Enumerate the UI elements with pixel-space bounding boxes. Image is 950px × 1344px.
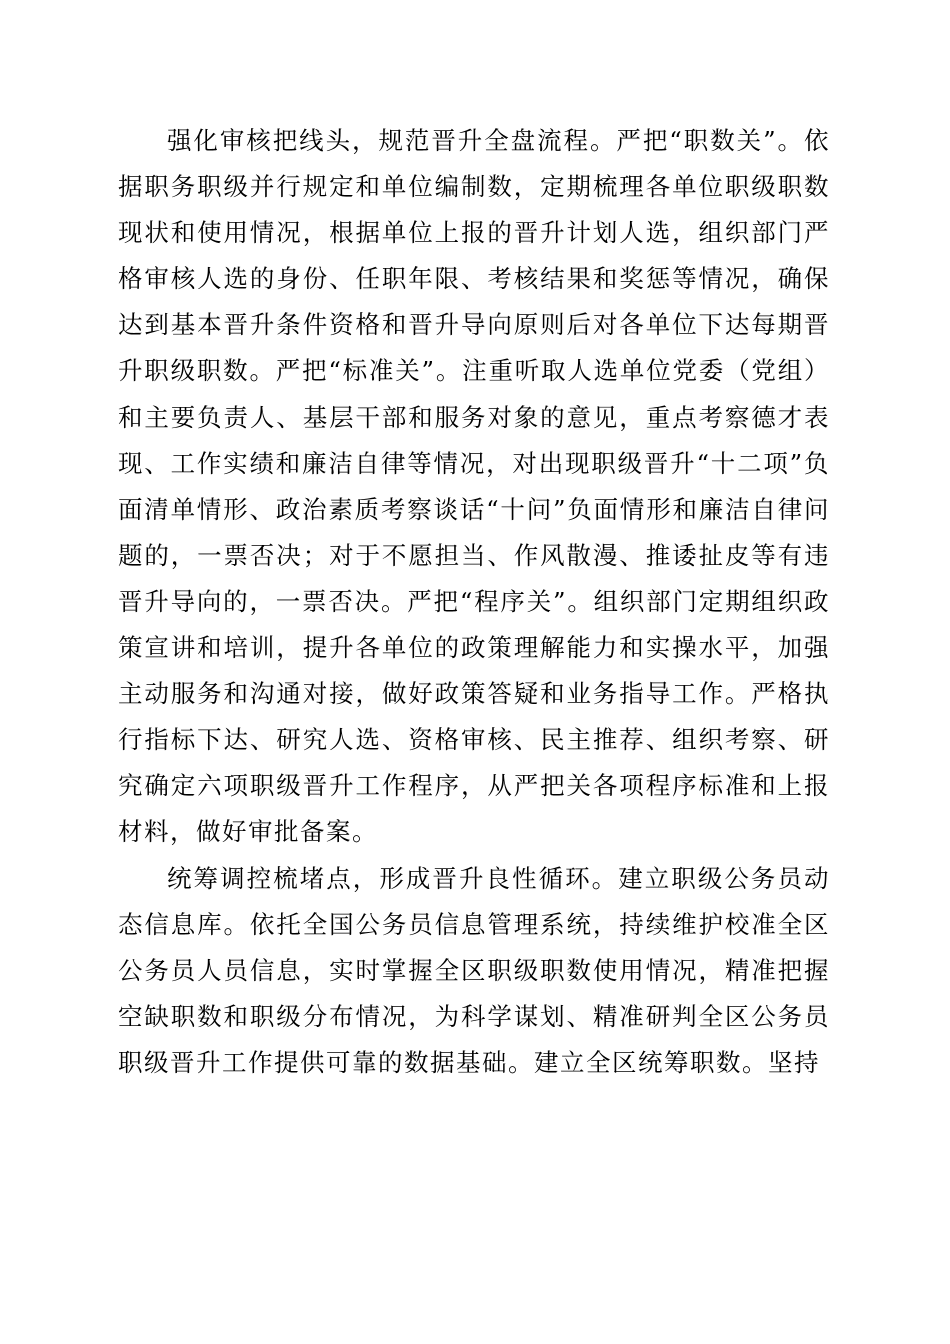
paragraph-overall-coordination: 统筹调控梳堵点，形成晋升良性循环。建立职级公务员动态信息库。依托全国公务员信息管理系统，持续维护校准全区公务员人员信息，实时掌握全区职级职数使用情况，精准把握空缺职数和职级分布情况，为科学谋划、精准研判全区公务员职级晋升工作提供可靠的数据基础。建立全区统筹职数。坚持	[118, 863, 830, 1077]
paragraph-review-process: 强化审核把线头，规范晋升全盘流程。严把“职数关”。依据职务职级并行规定和单位编制数，定期梳理各单位职级职数现状和使用情况，根据单位上报的晋升计划人选，组织部门严格审核人选的身份、任职年限、考核结果和奖惩等情况，确保达到基本晋升条件资格和晋升导向原则后对各单位下达每期晋升职级职数。严把“标准关”。注重听取人选单位党委（党组）和主要负责人、基层干部和服务对象的意见，重点考察德才表现、工作实绩和廉洁自律等情况，对出现职级晋升“十二项”负面清单情形、政治素质考察谈话“十问”负面情形和廉洁自律问题的，一票否决；对于不愿担当、作风散漫、推诿扯皮等有违晋升导向的，一票否决。严把“程序关”。组织部门定期组织政策宣讲和培训，提升各单位的政策理解能力和实操水平，加强主动服务和沟通对接，做好政策答疑和业务指导工作。严格执行指标下达、研究人选、资格审核、民主推荐、组织考察、研究确定六项职级晋升工作程序，从严把关各项程序标准和上报材料，做好审批备案。	[118, 126, 830, 847]
document-body	[118, 118, 830, 1086]
